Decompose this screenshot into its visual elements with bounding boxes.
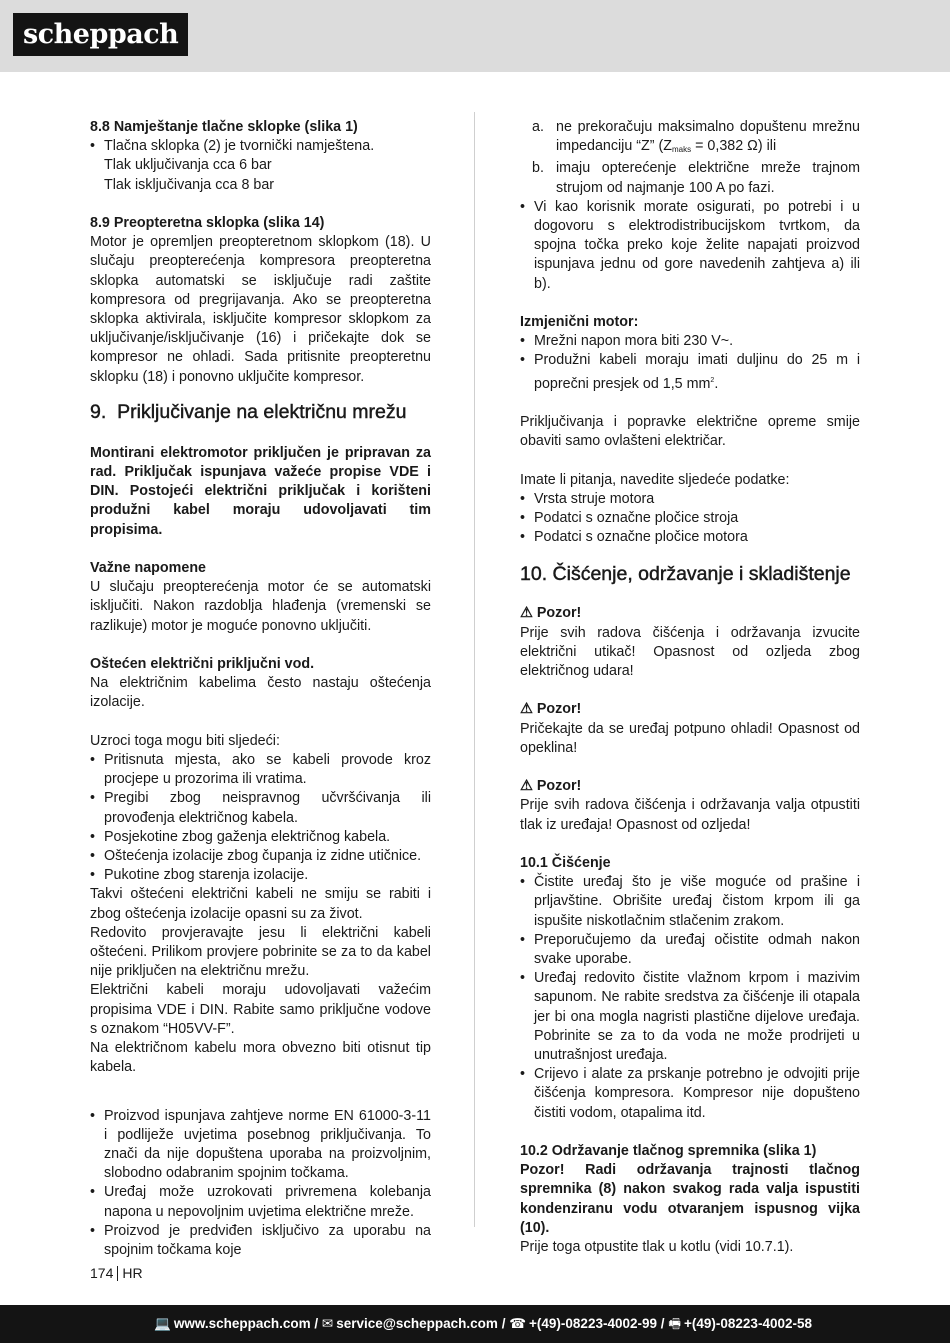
list-item: • Crijevo i alate za prskanje potrebno je odvojiti prije čišćenja kompresora. Kompresor nije dopušteno čistiti vodom, otapalima itd.: [520, 1065, 860, 1123]
section-10-heading: [520, 562, 860, 586]
section-10-1-title: 10.1 Čišćenje: [520, 855, 611, 872]
section-10-title: Čišćenje, održavanje i skladištenje: [552, 563, 851, 586]
list-item: • Posjekotine zbog gaženja električnog kabela.: [90, 828, 431, 847]
warning-icon: ⚠: [520, 778, 533, 795]
ac-motor-title: Izmjenični motor:: [520, 314, 639, 331]
warning-heading: ⚠ Pozor!: [520, 701, 582, 718]
section-10-number: 10.: [520, 563, 548, 586]
section-10-2-text: Prije toga otpustite tlak u kotlu (vidi 10.7.1).: [520, 1239, 794, 1256]
pressure-on: Tlak uključivanja cca 6 bar: [104, 157, 272, 174]
footer-website[interactable]: www.scheppach.com: [173, 1316, 311, 1331]
warning-text: Prije svih radova čišćenja i održavanja izvucite električni utikač! Opasnost od ozljeda zbog električnog udara!: [520, 624, 860, 680]
list-item: • Uređaj redovito čistite vlažnom krpom i mazivim sapunom. Ne rabite sredstva za čišćenje ili otapala jer bi ona mogla nagristi plastične dijelove uređaja. Pobrinite se za to da voda ne može prodrijeti u unutrašnjost uređaja.: [520, 969, 860, 1065]
notes-text: U slučaju preopterećenja motor će se automatski isključiti. Nakon razdoblja hlađenja (vremenski se razlikuje) motor je moguće ponovno uključiti.: [90, 579, 431, 634]
list-item: • Produžni kabeli moraju imati duljinu do 25 m i poprečni presjek od 1,5 $mm^2$.: [520, 351, 860, 393]
list-item: • Uređaj može uzrokovati privremena kolebanja napona u nepovoljnim uvjetima električne mreže.: [90, 1183, 431, 1221]
list-item: • Mrežni napon mora biti 230 V~.: [520, 332, 860, 351]
list-item: • Podatci s označne pločice motora: [520, 528, 860, 547]
section-9-intro: Montirani elektromotor priključen je pripravan za rad. Priključak ispunjava važeće propise VDE i DIN. Postojeći električni priključak i korišteni produžni kabel moraju udovoljavati tim propisima.: [90, 444, 431, 538]
section-10-2-title: 10.2 Održavanje tlačnog spremnika (slika 1): [520, 1143, 817, 1160]
pressure-off: Tlak isključivanja cca 8 bar: [104, 176, 275, 193]
scheppach-logo: scheppach: [13, 13, 188, 56]
section-9-title: Priključivanje na električnu mrežu: [117, 400, 407, 423]
list-item: • Vrsta struje motora: [520, 490, 860, 509]
column-divider: [474, 112, 475, 1227]
paragraph: Redovito provjeravajte jesu li električni kabeli oštećeni. Prilikom provjere pobrinite se za to da kabel nije priključen na električnu mrežu.: [90, 924, 431, 980]
electrician-note: Priključivanja i popravke električne opreme smije obaviti samo ovlašteni električar.: [520, 414, 860, 450]
cable-title: Oštećen električni priključni vod.: [90, 656, 315, 673]
section-8-9-title: 8.9 Preopteretna sklopka (slika 14): [90, 215, 325, 231]
section-8-9-text: Motor je opremljen preopteretnom sklopkom (18). U slučaju preopterećenja kompresora preopteretna sklopka automatski se isključuje radi zaštite kompresora od pregrijavanja. Ako se preopteretna sklopka aktivirala, isključite kompresor sklopkom za uključivanje/isključivanje (16) i pričekajte dok se kompresor ne ohladi. Sada pritisnite preopteretnu sklopku (18) i ponovno uključite kompresor.: [90, 234, 431, 385]
section-9-heading: [90, 400, 431, 424]
list-item: • Vi kao korisnik morate osigurati, po potrebi i u dogovoru s elektrodistribucijskom tvrtkom, da spojna točka preko koje želite napajati proizvod ispunjava jednu od gore navedenih zahtjeva a) ili b).: [520, 198, 860, 294]
phone-icon: ☎: [509, 1316, 527, 1331]
cable-text: Na električnim kabelima često nastaju oštećenja izolacije.: [90, 675, 431, 711]
paragraph: Na električnom kabelu mora obvezno biti otisnut tip kabela.: [90, 1040, 431, 1076]
computer-icon: 💻: [154, 1316, 171, 1331]
warning-icon: ⚠: [520, 605, 533, 622]
section-8-8-title: 8.8 Namještanje tlačne sklopke (slika 1): [90, 119, 358, 135]
list-item: • Pukotine zbog starenja izolacije.: [90, 866, 431, 885]
list-item-a: a. ne prekoračuju maksimalno dopuštenu mrežnu impedanciju “Z” ($Z_{maks} = 0,382$ Ω) ili: [532, 119, 860, 155]
list-item: • Proizvod ispunjava zahtjeve norme EN 61000-3-11 i podliježe uvjetima posebnog priključivanja. To znači da nije dopuštena uporaba na proizvoljnim, slobodno odabranim spojnim točkama.: [90, 1107, 431, 1184]
email-icon: ✉: [321, 1316, 334, 1331]
warning-icon: ⚠: [520, 701, 533, 718]
causes-intro: Uzroci toga mogu biti sljedeći:: [90, 732, 280, 749]
list-item: • Pritisnuta mjesta, ako se kabeli provode kroz procjepe u prozorima ili vratima.: [90, 751, 431, 789]
footer-contact-bar: 💻 www.scheppach.com / ✉ service@scheppach.com / ☎ +(49)-08223-4002-99 / 🖷 +(49)-08223-4002-58: [0, 1305, 950, 1343]
notes-title: Važne napomene: [90, 560, 207, 577]
paragraph: Takvi oštećeni električni kabeli ne smiju se rabiti i zbog oštećenja izolacije opasni su za život.: [90, 886, 431, 922]
list-item: • Podatci s označne pločice stroja: [520, 509, 860, 528]
footer-fax: +(49)-08223-4002-58: [684, 1316, 812, 1331]
list-item: • Proizvod je predviđen isključivo za uporabu na spojnim točkama koje: [90, 1222, 431, 1260]
footer-phone: +(49)-08223-4002-99: [529, 1316, 657, 1331]
questions-intro: Imate li pitanja, navedite sljedeće podatke:: [520, 471, 790, 488]
list-item: • Oštećenja izolacije zbog čupanja iz zidne utičnice.: [90, 847, 431, 866]
section-9-number: 9.: [90, 400, 107, 423]
right-column: [520, 118, 860, 1257]
warning-heading: ⚠ Pozor!: [520, 605, 582, 622]
paragraph: Električni kabeli moraju udovoljavati važećim propisima VDE i DIN. Rabite samo priključne vodove s oznakom “H05VV-F”.: [90, 982, 431, 1037]
list-item: • Tlačna sklopka (2) je tvornički namještena.: [90, 137, 431, 156]
header-band: [0, 0, 950, 72]
section-10-2-warning: Pozor! Radi održavanja trajnosti tlačnog spremnika (8) nakon svakog rada valja ispustiti kondenziranu vodu otvaranjem ispusnog vijka (10).: [520, 1162, 860, 1236]
warning-text: Pričekajte da se uređaj potpuno ohladi! Opasnost od opeklina!: [520, 720, 860, 756]
list-item: • Pregibi zbog neispravnog učvršćivanja ili provođenja električnog kabela.: [90, 789, 431, 827]
footer-email[interactable]: service@scheppach.com: [336, 1316, 498, 1331]
list-letter: a.: [532, 119, 544, 135]
warning-heading: ⚠ Pozor!: [520, 778, 582, 795]
list-item-b: b. imaju opterećenje električne mreže trajnom strujom od najmanje 100 A po fazi.: [532, 160, 860, 196]
left-column: [90, 118, 431, 1260]
warning-text: Prije svih radova čišćenja i održavanja valja otpustiti tlak iz uređaja! Opasnost od ozljeda!: [520, 797, 860, 833]
list-letter: b.: [532, 160, 544, 177]
page-number: 174 HR: [90, 1265, 143, 1281]
fax-icon: 🖷: [668, 1316, 682, 1331]
list-item: • Preporučujemo da uređaj očistite odmah nakon svake uporabe.: [520, 931, 860, 969]
list-item: • Čistite uređaj što je više moguće od prašine i prljavštine. Obrišite uređaj čistom krpom ili ga ispušite niskotlačnim stlačenim zrakom.: [520, 873, 860, 931]
